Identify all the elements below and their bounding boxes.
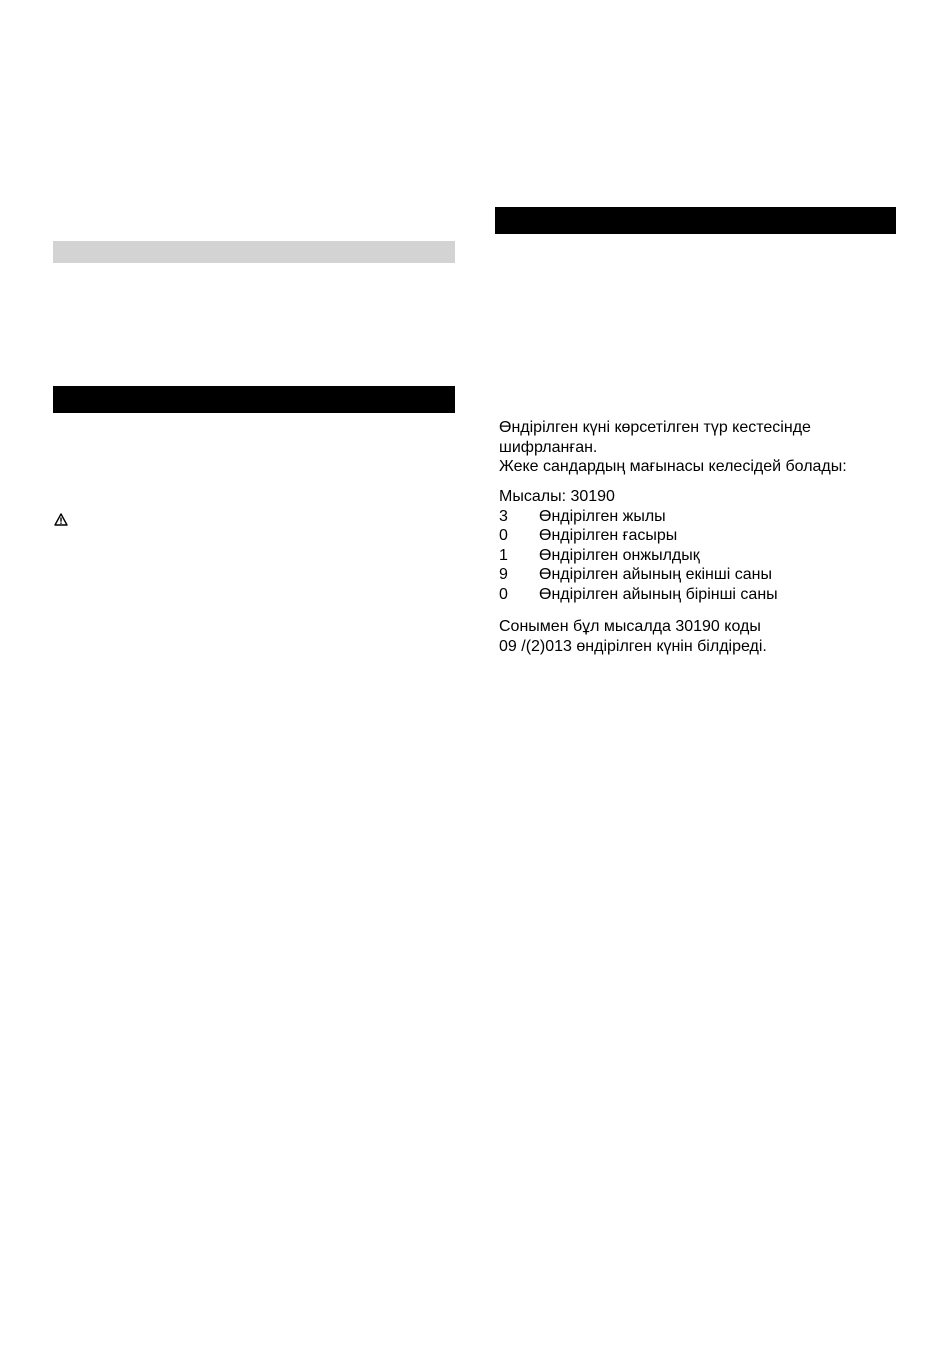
conclusion-line: Сонымен бұл мысалда 30190 коды bbox=[499, 618, 761, 635]
example-meaning: Өндірілген ғасыры bbox=[539, 527, 678, 545]
example-heading: Мысалы: 30190 bbox=[499, 488, 615, 505]
date-code-conclusion bbox=[499, 617, 767, 656]
intro-line: Өндірілген күні көрсетілген түр кестесінде bbox=[499, 419, 811, 436]
intro-line: шифрланған. bbox=[499, 438, 598, 456]
example-digit: 0 bbox=[499, 527, 508, 545]
example-digit: 3 bbox=[499, 507, 508, 525]
date-code-intro bbox=[499, 418, 847, 477]
section-header-bar-right bbox=[495, 207, 896, 234]
example-meaning: Өндірілген онжылдық bbox=[539, 546, 700, 564]
example-digit: 0 bbox=[499, 585, 508, 603]
section-header-bar-left bbox=[53, 386, 455, 413]
example-meaning: Өндірілген жылы bbox=[539, 507, 666, 525]
example-row bbox=[499, 565, 778, 585]
intro-line: Жеке сандардың мағынасы келесідей болады: bbox=[499, 458, 847, 476]
example-meaning: Өндірілген айының бірінші саны bbox=[539, 585, 778, 603]
example-digit: 9 bbox=[499, 566, 508, 584]
section-header-bar-gray bbox=[53, 241, 455, 263]
example-row bbox=[499, 585, 778, 605]
example-meaning: Өндірілген айының екінші саны bbox=[539, 566, 772, 584]
example-row bbox=[499, 546, 778, 566]
example-digit: 1 bbox=[499, 546, 508, 564]
warning-triangle-icon bbox=[54, 513, 68, 526]
example-row bbox=[499, 507, 778, 527]
conclusion-line: 09 /(2)013 өндірілген күнін білдіреді. bbox=[499, 637, 767, 655]
date-code-example bbox=[499, 487, 778, 605]
example-row bbox=[499, 526, 778, 546]
